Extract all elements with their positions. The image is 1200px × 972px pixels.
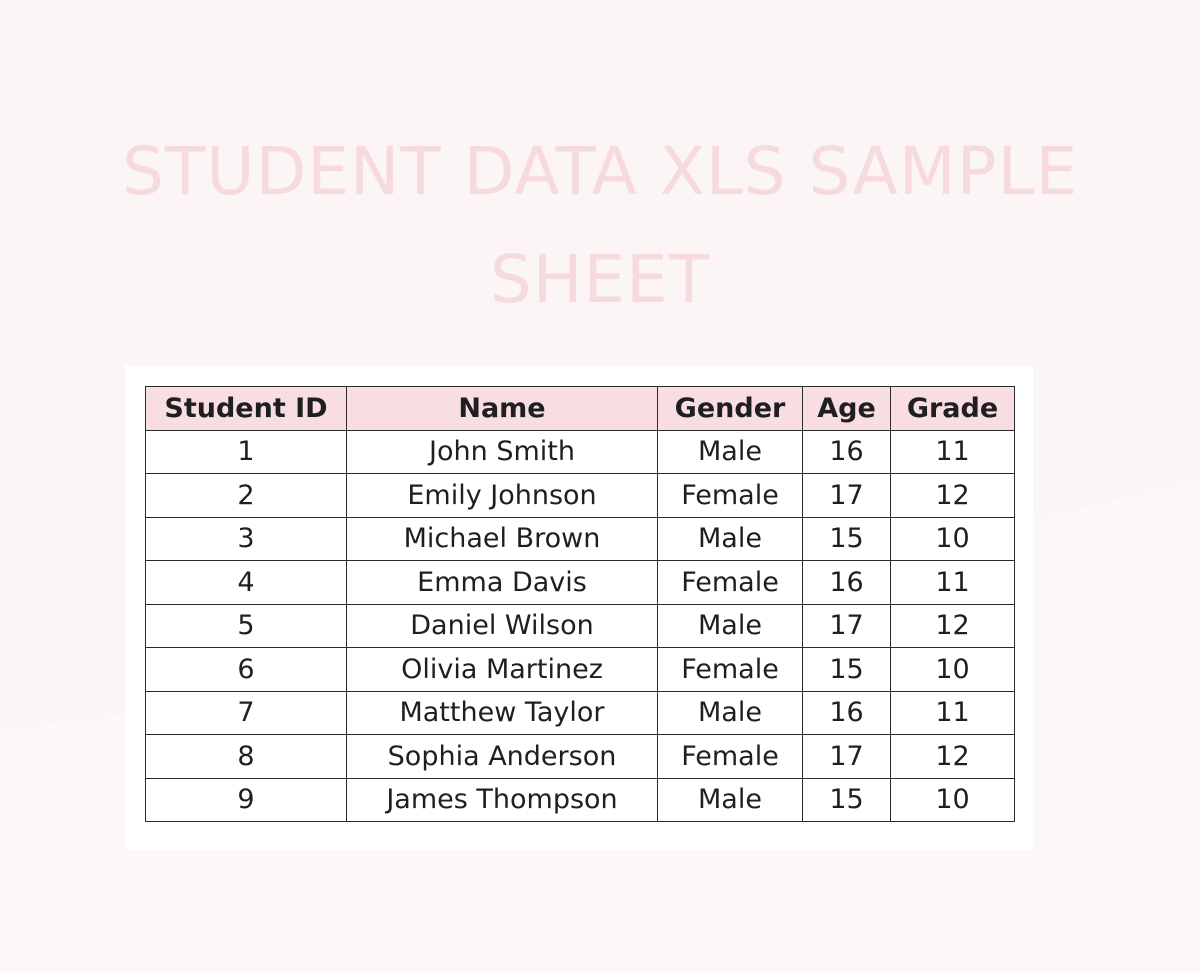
cell-grade: 11 bbox=[891, 691, 1015, 735]
cell-gender: Male bbox=[658, 778, 803, 822]
spreadsheet-sheet bbox=[125, 366, 1033, 850]
cell-gender: Male bbox=[658, 691, 803, 735]
cell-age: 15 bbox=[803, 778, 891, 822]
cell-student-id: 4 bbox=[146, 561, 347, 605]
cell-gender: Female bbox=[658, 474, 803, 518]
cell-grade: 12 bbox=[891, 474, 1015, 518]
table-row bbox=[146, 691, 1015, 735]
cell-age: 17 bbox=[803, 735, 891, 779]
cell-gender: Female bbox=[658, 648, 803, 692]
table-row bbox=[146, 604, 1015, 648]
cell-name: Michael Brown bbox=[347, 517, 658, 561]
table-row bbox=[146, 430, 1015, 474]
cell-age: 15 bbox=[803, 648, 891, 692]
cell-name: Matthew Taylor bbox=[347, 691, 658, 735]
cell-grade: 12 bbox=[891, 735, 1015, 779]
column-header-grade: Grade bbox=[891, 387, 1015, 431]
table-header-row bbox=[146, 387, 1015, 431]
cell-grade: 11 bbox=[891, 561, 1015, 605]
cell-grade: 11 bbox=[891, 430, 1015, 474]
cell-gender: Male bbox=[658, 517, 803, 561]
cell-name: James Thompson bbox=[347, 778, 658, 822]
cell-gender: Female bbox=[658, 561, 803, 605]
cell-age: 17 bbox=[803, 604, 891, 648]
cell-gender: Male bbox=[658, 430, 803, 474]
cell-age: 17 bbox=[803, 474, 891, 518]
cell-age: 16 bbox=[803, 430, 891, 474]
cell-gender: Male bbox=[658, 604, 803, 648]
table-row bbox=[146, 517, 1015, 561]
cell-name: Daniel Wilson bbox=[347, 604, 658, 648]
cell-grade: 12 bbox=[891, 604, 1015, 648]
cell-grade: 10 bbox=[891, 778, 1015, 822]
cell-age: 16 bbox=[803, 561, 891, 605]
cell-age: 15 bbox=[803, 517, 891, 561]
cell-name: Emily Johnson bbox=[347, 474, 658, 518]
column-header-student-id: Student ID bbox=[146, 387, 347, 431]
cell-gender: Female bbox=[658, 735, 803, 779]
cell-student-id: 1 bbox=[146, 430, 347, 474]
cell-student-id: 8 bbox=[146, 735, 347, 779]
cell-student-id: 7 bbox=[146, 691, 347, 735]
table-row bbox=[146, 735, 1015, 779]
page-title: STUDENT DATA XLS SAMPLE SHEET bbox=[121, 133, 1079, 318]
cell-student-id: 5 bbox=[146, 604, 347, 648]
cell-grade: 10 bbox=[891, 517, 1015, 561]
cell-student-id: 6 bbox=[146, 648, 347, 692]
table-row bbox=[146, 561, 1015, 605]
cell-student-id: 3 bbox=[146, 517, 347, 561]
cell-student-id: 2 bbox=[146, 474, 347, 518]
column-header-age: Age bbox=[803, 387, 891, 431]
cell-age: 16 bbox=[803, 691, 891, 735]
cell-name: Emma Davis bbox=[347, 561, 658, 605]
cell-grade: 10 bbox=[891, 648, 1015, 692]
cell-name: Olivia Martinez bbox=[347, 648, 658, 692]
table-row bbox=[146, 648, 1015, 692]
cell-name: John Smith bbox=[347, 430, 658, 474]
cell-student-id: 9 bbox=[146, 778, 347, 822]
cell-name: Sophia Anderson bbox=[347, 735, 658, 779]
column-header-name: Name bbox=[347, 387, 658, 431]
student-data-table bbox=[145, 386, 1015, 822]
table-row bbox=[146, 474, 1015, 518]
column-header-gender: Gender bbox=[658, 387, 803, 431]
table-row bbox=[146, 778, 1015, 822]
